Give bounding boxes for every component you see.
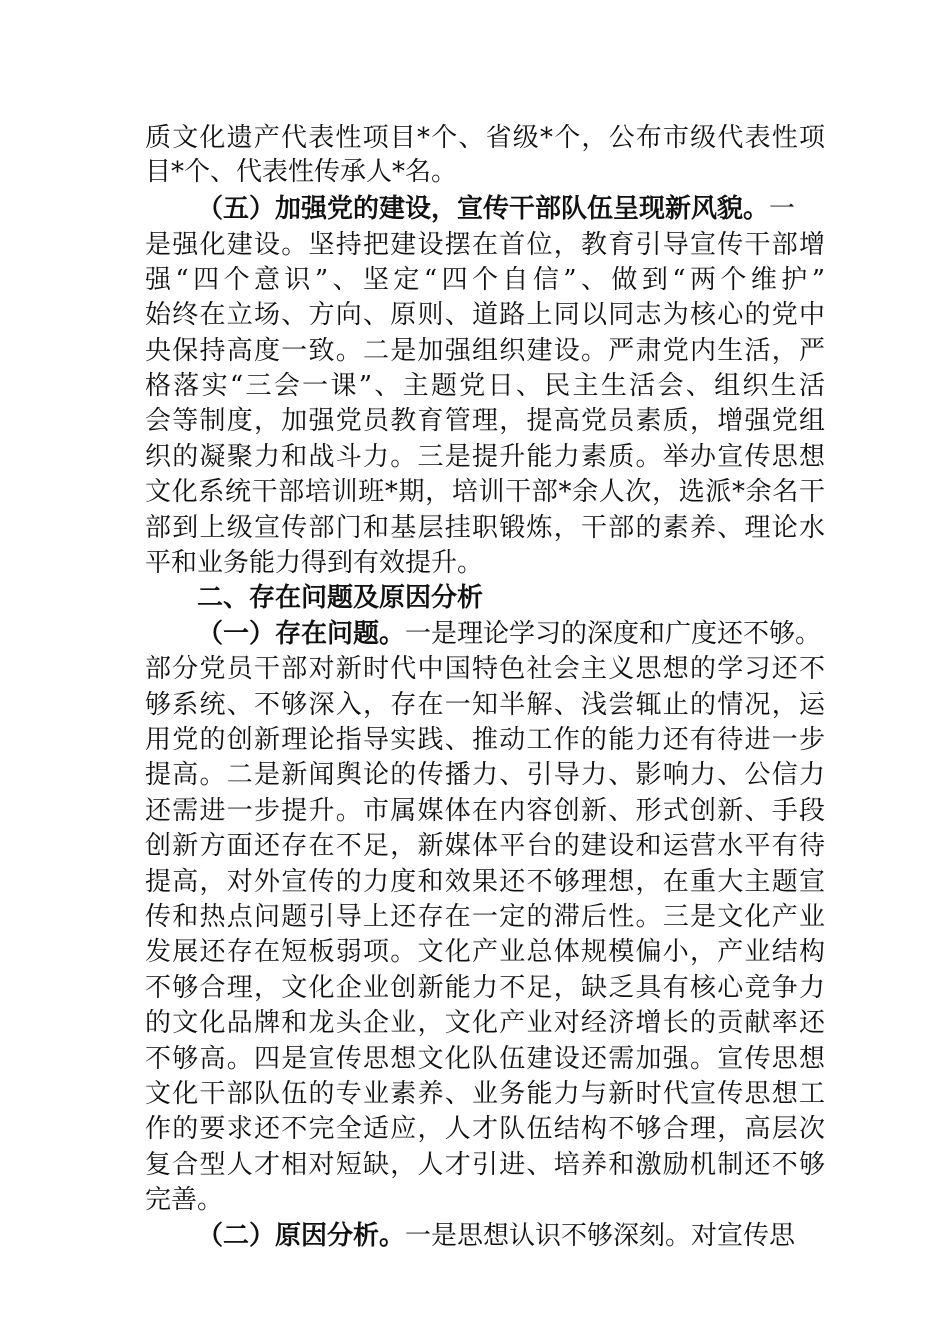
paragraph-line: 提高。二是新闻舆论的传播力、引导力、影响力、公信力 (145, 760, 825, 790)
subheading-two: （二）原因分析。 (197, 1221, 406, 1251)
paragraph-line: 部到上级宣传部门和基层挂职锻炼，干部的素养、理论水 (145, 513, 825, 543)
paragraph-line: 文化干部队伍的专业素养、业务能力与新时代宣传思想工 (145, 1079, 825, 1109)
paragraph-line: 的文化品牌和龙头企业，文化产业对经济增长的贡献率还 (145, 1008, 825, 1038)
paragraph-line: 不够高。四是宣传思想文化队伍建设还需加强。宣传思想 (145, 1044, 825, 1074)
paragraph-line: 不够合理，文化企业创新能力不足，缺乏具有核心竞争力 (145, 973, 825, 1003)
section-heading: 二、存在问题及原因分析 (197, 583, 484, 613)
paragraph-text: 一是思想认识不够深刻。对宣传思 (405, 1221, 796, 1251)
paragraph-line: 目*个、代表性传承人*名。 (145, 157, 458, 187)
paragraph-line (197, 614, 825, 654)
paragraph-line: 会等制度，加强党员教育管理，提高党员素质，增强党组 (145, 406, 825, 436)
paragraph-text: 一 (769, 194, 796, 224)
paragraph-line: 强“四个意识”、坚定“四个自信”、做到“两个维护” (145, 265, 825, 295)
paragraph-line: 传和热点问题引导上还存在一定的滞后性。三是文化产业 (145, 902, 825, 932)
paragraph-line: 够系统、不够深入，存在一知半解、浅尝辄止的情况，运 (145, 690, 825, 720)
paragraph-line: 文化系统干部培训班*期，培训干部*余人次，选派*余名干 (145, 477, 825, 507)
paragraph-line: 复合型人才相对短缺，人才引进、培养和激励机制还不够 (145, 1150, 825, 1180)
paragraph-line: 创新方面还存在不足，新媒体平台的建设和运营水平有待 (145, 831, 825, 861)
paragraph-line: 央保持高度一致。二是加强组织建设。严肃党内生活，严 (145, 336, 825, 366)
subheading-five: （五）加强党的建设，宣传干部队伍呈现新风貌。 (197, 194, 770, 224)
paragraph-line: 提高，对外宣传的力度和效果还不够理想，在重大主题宣 (145, 867, 825, 897)
paragraph-line (197, 1216, 825, 1256)
paragraph-line: 始终在立场、方向、原则、道路上同以同志为核心的党中 (145, 300, 825, 330)
paragraph-text: 一是理论学习的深度和广度还不够。 (405, 619, 822, 649)
paragraph-line: 格落实“三会一课”、主题党日、民主生活会、组织生活 (145, 371, 825, 401)
paragraph-line: 用党的创新理论指导实践、推动工作的能力还有待进一步 (145, 725, 825, 755)
paragraph-line: 部分党员干部对新时代中国特色社会主义思想的学习还不 (145, 654, 825, 684)
paragraph-line (197, 189, 825, 229)
paragraph-line: 还需进一步提升。市属媒体在内容创新、形式创新、手段 (145, 796, 825, 826)
paragraph-line: 质文化遗产代表性项目*个、省级*个，公布市级代表性项 (145, 123, 825, 153)
paragraph-line: 是强化建设。坚持把建设摆在首位，教育引导宣传干部增 (145, 230, 825, 260)
paragraph-line: 完善。 (145, 1185, 224, 1215)
paragraph-line: 织的凝聚力和战斗力。三是提升能力素质。举办宣传思想 (145, 442, 825, 472)
paragraph-line: 作的要求还不完全适应，人才队伍结构不够合理，高层次 (145, 1114, 825, 1144)
subheading-one: （一）存在问题。 (197, 619, 406, 649)
paragraph-line: 平和业务能力得到有效提升。 (145, 548, 484, 578)
paragraph-line: 发展还存在短板弱项。文化产业总体规模偏小，产业结构 (145, 937, 825, 967)
